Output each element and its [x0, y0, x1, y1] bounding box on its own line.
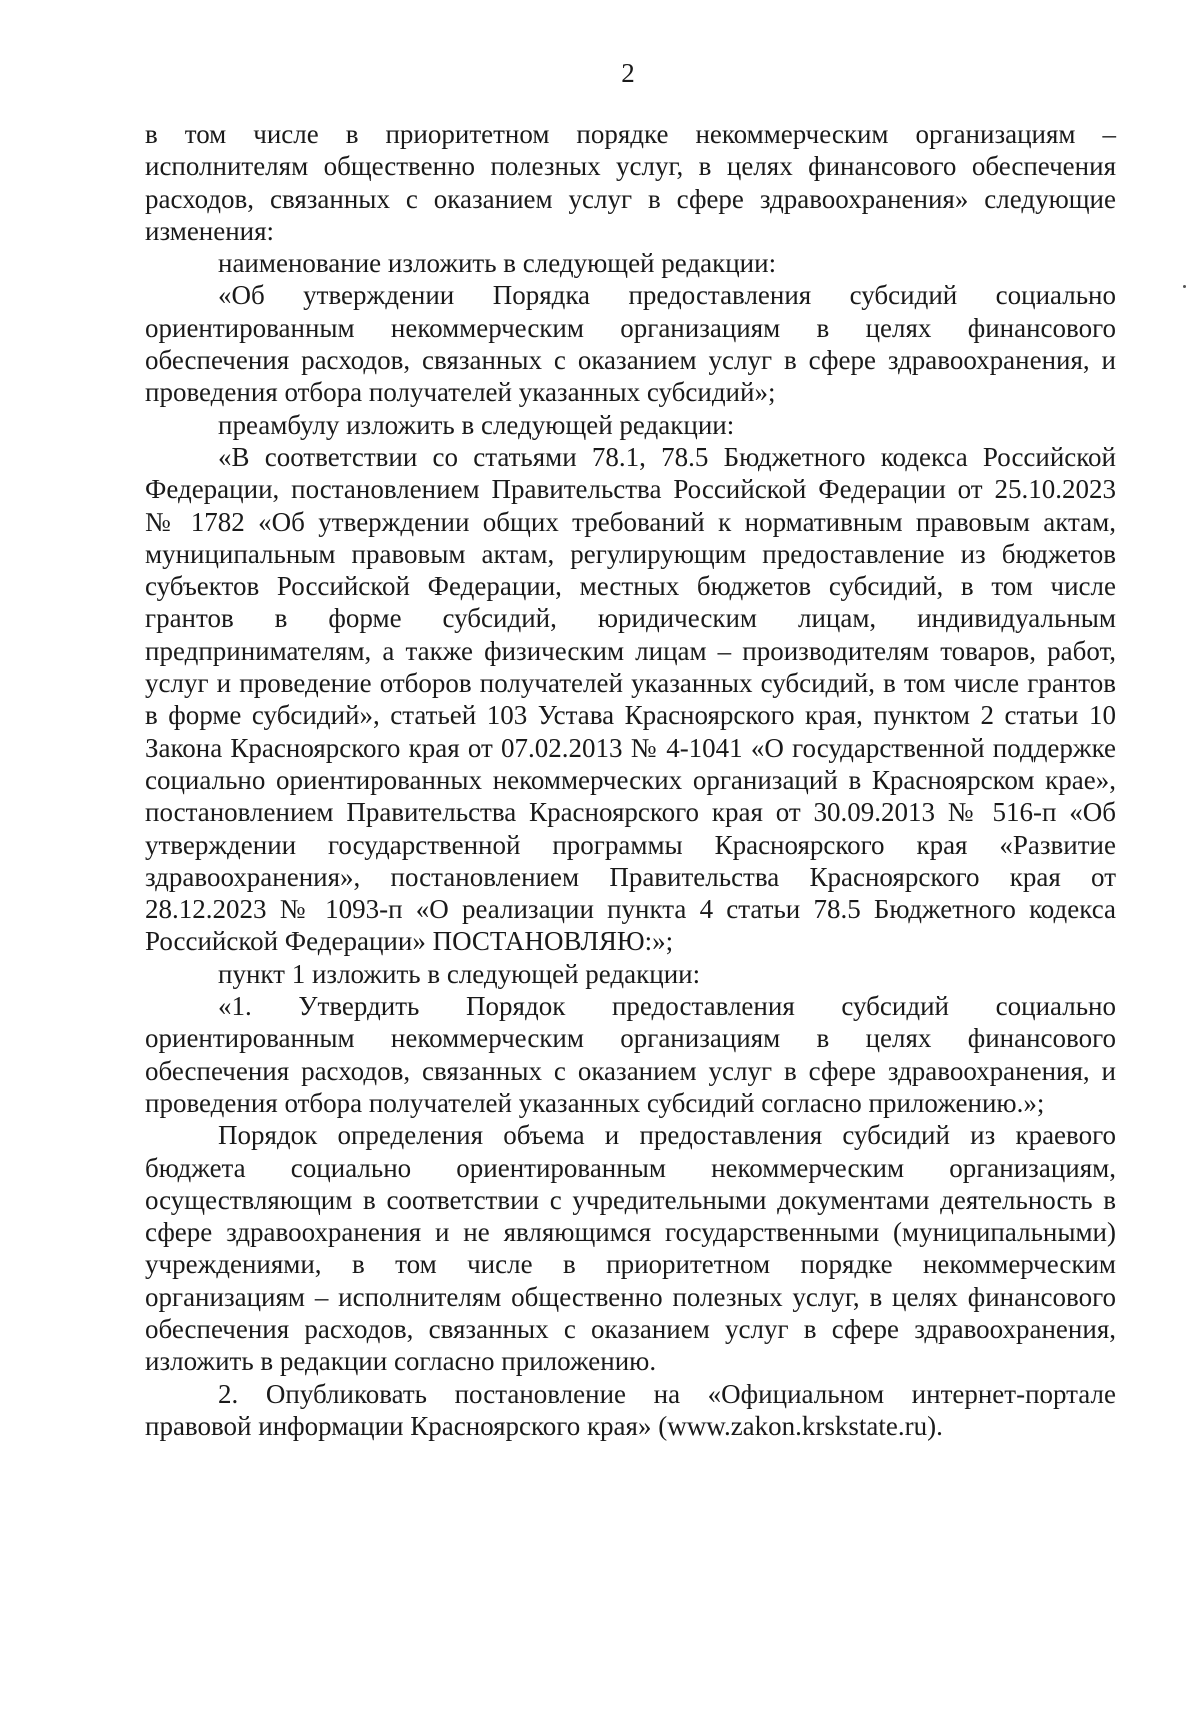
page-number: 2 — [621, 58, 635, 88]
document-body — [145, 118, 1116, 1442]
paragraph-item1-instruction: пункт 1 изложить в следующей редакции: — [218, 958, 701, 989]
paragraph-new-item1: «1. Утвердить Порядок предоставления субсидий социально ориентированным некоммерческим организациям в целях финансового обеспечения расходов, связанных с оказанием услуг в сфере здравоохранения, и проведения отбора получателей указанных субсидий согласно приложению.»; — [145, 991, 1116, 1118]
paragraph-new-preamble: «В соответствии со статьями 78.1, 78.5 Бюджетного кодекса Российской Федерации, постановлением Правительства Российской Федерации от 25.10.2023 № 1782 «Об утверждении общих требований к нормативным правовым актам, муниципальным правовым актам, регулирующим предоставление из бюджетов субъектов Российской Федерации, местных бюджетов субсидий, в том числе грантов в форме субсидий, юридическим лицам, индивидуальным предпринимателям, а также физическим лицам – производителям товаров, работ, услуг и проведение отборов получателей указанных субсидий, в том числе грантов в форме субсидий», статьей 103 Устава Красноярского края, пунктом 2 статьи 10 Закона Красноярского края от 07.02.2013 № 4-1041 «О государственной поддержке социально ориентированных некоммерческих организаций в Красноярском крае», постановлением Правительства Красноярского края от 30.09.2013 № 516-п «Об утверждении государственной программы Красноярского края «Развитие здравоохранения», постановлением Правительства Красноярского края от 28.12.2023 № 1093-п «О реализации пункта 4 статьи 78.5 Бюджетного кодекса Российской Федерации» ПОСТАНОВЛЯЮ:»; — [145, 441, 1116, 957]
paragraph-new-title: «Об утверждении Порядка предоставления субсидий социально ориентированным некоммерческим организациям в целях финансового обеспечения расходов, связанных с оказанием услуг в сфере здравоохранения, и проведения отбора получателей указанных субсидий»; — [145, 280, 1116, 408]
scan-artifact — [1183, 285, 1186, 288]
paragraph-title-instruction: наименование изложить в следующей редакции: — [218, 248, 777, 279]
paragraph-procedure: Порядок определения объема и предоставления субсидий из краевого бюджета социально ориентированным некоммерческим организациям, осуществляющим в соответствии с учредительными документами деятельность в сфере здравоохранения и не являющимся государственными (муниципальными) учреждениями, в том числе в приоритетном порядке некоммерческим организациям – исполнителям общественно полезных услуг, в целях финансового обеспечения расходов, связанных с оказанием услуг в сфере здравоохранения, изложить в редакции согласно приложению. — [145, 1120, 1116, 1377]
paragraph-preamble-instruction: преамбулу изложить в следующей редакции: — [218, 409, 735, 440]
paragraph-intro-continuation: в том числе в приоритетном порядке некоммерческим организациям – исполнителям общественно полезных услуг, в целях финансового обеспечения расходов, связанных с оказанием услуг в сфере здравоохранения» следующие изменения: — [145, 119, 1116, 246]
paragraph-publication: 2. Опубликовать постановление на «Официальном интернет-портале правовой информации Красноярского края» (www.zakon.krskstate.ru). — [145, 1378, 1116, 1441]
